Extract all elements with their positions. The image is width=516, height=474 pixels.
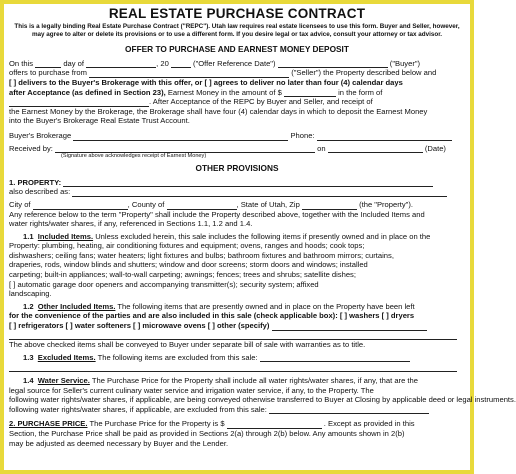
- purchase-price-heading: 2. PURCHASE PRICE.: [9, 419, 88, 429]
- water-service-number: 1.4: [23, 376, 34, 385]
- received-date-field[interactable]: [328, 145, 423, 153]
- included-items-line-5: carpeting; built-in appliances; wall-to-wall carpeting; awnings; fences; trees and shrubs; satellite dishes;: [9, 270, 356, 280]
- date-label: (Date): [424, 143, 446, 153]
- water-service-heading: Water Service.: [37, 376, 90, 385]
- other-items-line-4: [9, 331, 465, 341]
- day-field[interactable]: [35, 60, 61, 68]
- offer-on-this-label: On this: [9, 58, 34, 68]
- buyers-brokerage-label: Buyer's Brokerage: [9, 130, 72, 140]
- offer-line-6: the Earnest Money by the Brokerage, the Brokerage shall have four (4) calendar days in which to deposit the Earnest Money: [9, 106, 428, 116]
- also-described-line: [9, 187, 465, 197]
- form-of-label: in the form of: [338, 87, 383, 97]
- buyer-name-field[interactable]: [278, 60, 388, 68]
- price-line-3: may be adjusted as deemed necessary by Buyer and the Lender.: [9, 438, 229, 448]
- state-zip-label: , State of Utah, Zip: [236, 199, 300, 209]
- included-items-text: Unless excluded herein, this sale includes the following items if presently owned and in place on the: [95, 231, 431, 241]
- water-line-4: [9, 405, 465, 415]
- water-line-3: following water rights/water shares, if applicable, are being conveyed otherwise transferred to Buyer at Closing by applicable deed or legal instruments.: [9, 395, 516, 405]
- year-field[interactable]: [171, 60, 191, 68]
- excluded-items-blank-line[interactable]: [9, 364, 457, 372]
- seller-name-field[interactable]: [89, 70, 289, 78]
- earnest-form-field[interactable]: [9, 99, 149, 107]
- other-provisions-heading: OTHER PROVISIONS: [195, 163, 279, 174]
- included-items-number: 1.1: [23, 231, 34, 241]
- other-items-line-1: [9, 302, 465, 312]
- phone-label: Phone:: [290, 130, 315, 140]
- included-items-heading: Included Items.: [37, 231, 94, 241]
- excluded-items-line: [9, 353, 465, 363]
- excluded-items-blank: [9, 362, 465, 372]
- city-label: City of: [9, 199, 31, 209]
- offer-reference-date-label: ("Offer Reference Date"): [193, 58, 276, 68]
- included-items-line-2: Property: plumbing, heating, air conditioning fixtures and equipment; ovens, ranges and hoods; cook tops;: [9, 241, 365, 251]
- included-items-line-1: [9, 232, 465, 242]
- price-line-1: [9, 419, 465, 429]
- included-items-line-7: landscaping.: [9, 289, 52, 299]
- included-items-line-4: draperies, rods, window blinds and shutters; window and door screens; storm doors and windows; installed: [9, 260, 368, 270]
- offer-line-5: [9, 97, 465, 107]
- received-line: [9, 144, 465, 154]
- excluded-items-heading: Excluded Items.: [37, 352, 96, 362]
- other-items-transfer: The above checked items shall be conveyed to Buyer under separate bill of sale with warranties as to title.: [9, 340, 366, 350]
- offer-line-4: [9, 88, 465, 98]
- year-prefix-label: , 20: [156, 58, 169, 68]
- month-field[interactable]: [86, 60, 156, 68]
- water-line-2: legal source for Seller's current culinary water service and irrigation water service, if any, to the Property. The: [9, 385, 374, 395]
- offer-heading: OFFER TO PURCHASE AND EARNEST MONEY DEPOSIT: [125, 44, 349, 55]
- other-items-line-2: for the convenience of the parties and are also included in this sale (check applicable box): [ ] washers [ ] dryers: [9, 311, 415, 321]
- legal-notice: This is a legally binding Real Estate Purchase Contract ("REPC"). Utah law requires real estate licensees to use this form. Buyer and Seller, however, may agree to alter or delete its provisions or to use a different form. If you desire legal or tax advice, consult your attorney or tax advisor.: [14, 23, 460, 38]
- property-text-1: Any reference below to the term "Property" shall include the Property described above, together with the Included Items and: [9, 209, 425, 219]
- except-as-provided-text: . Except as provided in this: [323, 419, 415, 429]
- offers-to-purchase-label: offers to purchase from: [9, 68, 87, 78]
- contract-page: [9, 4, 516, 470]
- other-items-checkboxes[interactable]: [ ] refrigerators [ ] water softeners [ ] microwave ovens [ ] other (specify): [9, 321, 270, 331]
- excluded-items-number: 1.3: [23, 352, 34, 362]
- also-described-label: also described as:: [9, 187, 71, 197]
- included-items-line-3: dishwashers; ceiling fans; water heaters; light fixtures and bulbs; bathroom fixtures and bathroom mirrors; curtains,: [9, 250, 394, 260]
- on-label: on: [317, 143, 326, 153]
- property-text-2: water rights/water shares, if any, referenced in Sections 1.1, 1.2 and 1.4.: [9, 219, 253, 229]
- offer-line-1: [9, 59, 465, 69]
- after-acceptance-label: . After Acceptance of the REPC by Buyer and Seller, and receipt of: [149, 97, 373, 107]
- signature-note: (Signature above acknowledges receipt of Earnest Money): [61, 153, 207, 160]
- included-items-line-6: [ ] automatic garage door openers and accompanying transmitter(s); security system; affixed: [9, 279, 319, 289]
- other-items-line-3: [9, 321, 465, 331]
- brokerage-line: [9, 131, 465, 141]
- property-field[interactable]: [63, 179, 433, 187]
- county-field[interactable]: [167, 202, 237, 210]
- excluded-items-field[interactable]: [260, 354, 410, 362]
- purchase-price-field[interactable]: [227, 421, 322, 429]
- purchase-price-text: The Purchase Price for the Property is $: [89, 419, 225, 429]
- property-definition-label: (the "Property").: [359, 199, 414, 209]
- other-items-number: 1.2: [23, 301, 34, 311]
- water-excluded-text: following water rights/water shares, if applicable, are excluded from this sale:: [9, 404, 267, 414]
- water-line-1: [9, 376, 465, 386]
- acceptance-label: after Acceptance (as defined in Section 23),: [9, 87, 166, 97]
- received-signature-field[interactable]: [55, 145, 315, 153]
- property-heading: 1. PROPERTY:: [9, 177, 62, 187]
- excluded-items-text: The following items are excluded from this sale:: [97, 352, 258, 362]
- offer-line-3: [ ] delivers to the Buyer's Brokerage with this offer, or [ ] agrees to deliver no later than four (4) calendar days: [9, 77, 403, 87]
- received-by-label: Received by:: [9, 143, 53, 153]
- property-line: [9, 178, 465, 188]
- zip-field[interactable]: [302, 202, 357, 210]
- other-specify-field[interactable]: [272, 323, 427, 331]
- county-label: , County of: [127, 199, 165, 209]
- seller-label: ("Seller") the Property described below and: [291, 68, 437, 78]
- buyer-label: ("Buyer"): [389, 58, 421, 68]
- phone-field[interactable]: [317, 133, 452, 141]
- day-of-label: day of: [63, 58, 84, 68]
- city-line: [9, 200, 465, 210]
- water-excluded-field[interactable]: [269, 406, 429, 414]
- offer-line-2: [9, 68, 465, 78]
- brokerage-field[interactable]: [73, 133, 288, 141]
- price-line-2: Section, the Purchase Price shall be paid as provided in Sections 2(a) through 2(b) below. Any amounts shown in 2(b): [9, 428, 405, 438]
- other-items-heading: Other Included Items.: [37, 301, 116, 311]
- earnest-money-label: Earnest Money in the amount of $: [167, 87, 282, 97]
- other-items-text: The following items that are presently owned and in place on the Property have been left: [117, 301, 415, 311]
- water-service-text: The Purchase Price for the Property shall include all water rights/water shares, if any, that are the: [91, 376, 418, 385]
- other-items-blank-line[interactable]: [9, 332, 457, 340]
- document-title: REAL ESTATE PURCHASE CONTRACT: [108, 6, 366, 21]
- city-field[interactable]: [33, 202, 128, 210]
- offer-line-7: into the Buyer's Brokerage Real Estate Trust Account.: [9, 116, 190, 126]
- also-described-field[interactable]: [72, 189, 447, 197]
- earnest-amount-field[interactable]: [284, 89, 336, 97]
